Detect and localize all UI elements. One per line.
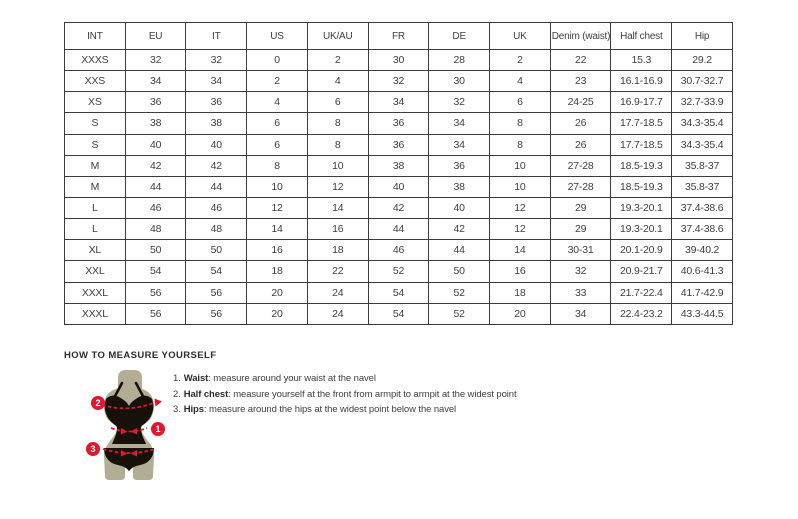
- size-table-cell: 42: [429, 219, 490, 240]
- size-column-header: EU: [125, 23, 186, 50]
- size-table-cell: S: [65, 134, 126, 155]
- size-table-cell: 24: [307, 303, 368, 324]
- size-table-cell: 56: [125, 303, 186, 324]
- size-table-cell: 52: [429, 303, 490, 324]
- size-table-cell: 44: [125, 176, 186, 197]
- size-table-cell: 10: [490, 176, 551, 197]
- size-table-cell: 16.9-17.7: [611, 92, 672, 113]
- size-table-cell: 20: [490, 303, 551, 324]
- size-table-cell: 42: [186, 155, 247, 176]
- size-table-cell: 48: [186, 219, 247, 240]
- size-table-cell: 44: [186, 176, 247, 197]
- size-table-cell: 24: [307, 282, 368, 303]
- hips-marker-label: 3: [90, 444, 96, 455]
- size-table-row: [65, 113, 733, 134]
- size-table-cell: XXXL: [65, 282, 126, 303]
- size-table-cell: 10: [490, 155, 551, 176]
- size-table-cell: 50: [125, 240, 186, 261]
- size-table-cell: 29.2: [672, 50, 733, 71]
- size-table-cell: 52: [368, 261, 429, 282]
- size-table-cell: 37.4-38.6: [672, 219, 733, 240]
- size-table-cell: 15.3: [611, 50, 672, 71]
- size-table-cell: 34.3-35.4: [672, 113, 733, 134]
- size-table-cell: 34: [368, 92, 429, 113]
- size-table-cell: 52: [429, 282, 490, 303]
- size-column-header: Half chest: [611, 23, 672, 50]
- size-table-cell: 26: [550, 134, 611, 155]
- size-table-row: [65, 240, 733, 261]
- size-table-cell: 38: [186, 113, 247, 134]
- size-table-cell: 38: [368, 155, 429, 176]
- size-table-cell: 21.7-22.4: [611, 282, 672, 303]
- size-table-cell: 30: [368, 50, 429, 71]
- size-table-cell: 20: [247, 282, 308, 303]
- chest-marker-label: 2: [95, 398, 101, 409]
- size-table-cell: 16: [247, 240, 308, 261]
- size-table-cell: 12: [490, 219, 551, 240]
- size-table-cell: S: [65, 113, 126, 134]
- size-table-cell: 38: [429, 176, 490, 197]
- size-table-cell: 32: [125, 50, 186, 71]
- size-table-row: [65, 71, 733, 92]
- size-table-cell: 54: [368, 282, 429, 303]
- size-table-cell: XXL: [65, 261, 126, 282]
- step-text: : measure around the hips at the widest point below the navel: [203, 404, 457, 415]
- size-table-cell: 36: [429, 155, 490, 176]
- mannequin-illustration: [84, 368, 168, 484]
- size-table-cell: 40.6-41.3: [672, 261, 733, 282]
- measure-guide-title: HOW TO MEASURE YOURSELF: [64, 350, 217, 361]
- size-table-cell: 27-28: [550, 176, 611, 197]
- size-table-row: [65, 50, 733, 71]
- size-table-cell: 40: [368, 176, 429, 197]
- size-table-cell: 4: [490, 71, 551, 92]
- size-table-cell: 18.5-19.3: [611, 155, 672, 176]
- size-table-cell: 56: [186, 282, 247, 303]
- step-text: : measure around your waist at the navel: [208, 373, 376, 384]
- size-table-cell: 23: [550, 71, 611, 92]
- size-table: [64, 22, 733, 325]
- size-table-cell: 20.1-20.9: [611, 240, 672, 261]
- size-table-cell: 20.9-21.7: [611, 261, 672, 282]
- size-table-cell: 12: [247, 197, 308, 218]
- size-table-cell: 46: [368, 240, 429, 261]
- size-table-cell: 2: [307, 50, 368, 71]
- size-table-cell: 32: [186, 50, 247, 71]
- size-table-header-row: [65, 23, 733, 50]
- size-table-cell: 8: [490, 134, 551, 155]
- size-table-cell: XXS: [65, 71, 126, 92]
- size-table-cell: 22: [307, 261, 368, 282]
- size-table-cell: 44: [429, 240, 490, 261]
- size-table-cell: 32: [550, 261, 611, 282]
- size-table-cell: 12: [490, 197, 551, 218]
- size-column-header: UK/AU: [307, 23, 368, 50]
- measure-steps-list: [173, 371, 517, 418]
- size-table-cell: 54: [368, 303, 429, 324]
- size-column-header: Denim (waist): [550, 23, 611, 50]
- size-table-cell: 16.1-16.9: [611, 71, 672, 92]
- size-table-cell: 19.3-20.1: [611, 219, 672, 240]
- size-column-header: US: [247, 23, 308, 50]
- size-table-cell: 2: [490, 50, 551, 71]
- size-table-cell: 40: [125, 134, 186, 155]
- size-table-cell: 8: [307, 134, 368, 155]
- measure-step-hips: [173, 402, 517, 418]
- size-table-cell: M: [65, 176, 126, 197]
- size-table-cell: 10: [307, 155, 368, 176]
- size-table-cell: 14: [307, 197, 368, 218]
- size-table-cell: 34: [429, 113, 490, 134]
- size-table-cell: 42: [368, 197, 429, 218]
- size-table-cell: 26: [550, 113, 611, 134]
- size-table-cell: L: [65, 197, 126, 218]
- size-table-cell: 32.7-33.9: [672, 92, 733, 113]
- size-table-cell: 18: [247, 261, 308, 282]
- size-column-header: IT: [186, 23, 247, 50]
- size-table-row: [65, 176, 733, 197]
- step-text: : measure yourself at the front from armpit to armpit at the widest point: [228, 388, 517, 400]
- size-table-row: [65, 261, 733, 282]
- size-table-cell: 18: [307, 240, 368, 261]
- size-table-row: [65, 282, 733, 303]
- size-table-row: [65, 303, 733, 324]
- size-table-row: [65, 219, 733, 240]
- size-table-cell: L: [65, 219, 126, 240]
- size-table-cell: 6: [307, 92, 368, 113]
- size-table-cell: 14: [490, 240, 551, 261]
- size-table-cell: 39-40.2: [672, 240, 733, 261]
- size-column-header: DE: [429, 23, 490, 50]
- size-table-cell: 8: [247, 155, 308, 176]
- size-table-cell: 29: [550, 197, 611, 218]
- size-table-row: [65, 155, 733, 176]
- size-table-cell: 32: [429, 92, 490, 113]
- size-table-cell: 10: [247, 176, 308, 197]
- step-term: Waist: [183, 373, 209, 384]
- size-table-cell: 6: [247, 134, 308, 155]
- size-table-cell: 36: [368, 134, 429, 155]
- measure-step-half-chest: [173, 387, 517, 403]
- size-table-cell: 14: [247, 219, 308, 240]
- waist-marker-label: 1: [155, 424, 161, 435]
- size-table-cell: 46: [125, 197, 186, 218]
- size-table-cell: 34.3-35.4: [672, 134, 733, 155]
- measure-step-waist: [173, 371, 517, 387]
- size-table-cell: 22.4-23.2: [611, 303, 672, 324]
- size-table-cell: 36: [368, 113, 429, 134]
- size-table-row: [65, 197, 733, 218]
- size-table-cell: XXXL: [65, 303, 126, 324]
- size-table-cell: 34: [186, 71, 247, 92]
- step-term: Half chest: [183, 388, 229, 400]
- size-table-cell: 41.7-42.9: [672, 282, 733, 303]
- step-number: 3.: [173, 404, 181, 415]
- size-table-cell: 29: [550, 219, 611, 240]
- size-table-body: [65, 50, 733, 325]
- size-table-cell: 50: [186, 240, 247, 261]
- size-table-cell: 0: [247, 50, 308, 71]
- size-table-cell: 56: [186, 303, 247, 324]
- size-table-cell: 33: [550, 282, 611, 303]
- size-table-cell: 56: [125, 282, 186, 303]
- size-column-header: UK: [490, 23, 551, 50]
- mannequin-figure: [84, 368, 168, 484]
- size-table-cell: 28: [429, 50, 490, 71]
- size-table-row: [65, 134, 733, 155]
- size-table-cell: 16: [490, 261, 551, 282]
- size-column-header: INT: [65, 23, 126, 50]
- size-table-cell: 30-31: [550, 240, 611, 261]
- size-table-cell: 19.3-20.1: [611, 197, 672, 218]
- size-table-cell: 18.5-19.3: [611, 176, 672, 197]
- size-table-cell: 38: [125, 113, 186, 134]
- size-table-cell: 37.4-38.6: [672, 197, 733, 218]
- size-table-cell: 34: [429, 134, 490, 155]
- size-table-cell: 30.7-32.7: [672, 71, 733, 92]
- size-table-cell: XS: [65, 92, 126, 113]
- size-table-cell: 42: [125, 155, 186, 176]
- size-column-header: Hip: [672, 23, 733, 50]
- size-table-cell: 54: [186, 261, 247, 282]
- size-table-row: [65, 92, 733, 113]
- size-table-cell: 8: [307, 113, 368, 134]
- size-table-cell: 27-28: [550, 155, 611, 176]
- size-table-cell: 32: [368, 71, 429, 92]
- size-table-cell: 40: [429, 197, 490, 218]
- size-table-cell: 46: [186, 197, 247, 218]
- size-table-cell: 20: [247, 303, 308, 324]
- step-number: 1.: [173, 373, 181, 384]
- size-table-cell: 18: [490, 282, 551, 303]
- size-table-cell: 36: [125, 92, 186, 113]
- size-table-cell: 48: [125, 219, 186, 240]
- size-table-cell: 34: [550, 303, 611, 324]
- size-table-cell: 2: [247, 71, 308, 92]
- size-table-cell: 40: [186, 134, 247, 155]
- size-table-cell: 12: [307, 176, 368, 197]
- step-number: 2.: [173, 388, 181, 400]
- size-table-cell: XL: [65, 240, 126, 261]
- size-table-cell: M: [65, 155, 126, 176]
- size-table-cell: 35.8-37: [672, 155, 733, 176]
- size-table-cell: 6: [247, 113, 308, 134]
- size-table-cell: 17.7-18.5: [611, 134, 672, 155]
- size-table-cell: 4: [307, 71, 368, 92]
- step-term: Hips: [183, 404, 204, 415]
- size-table-cell: 44: [368, 219, 429, 240]
- size-table-cell: 35.8-37: [672, 176, 733, 197]
- size-column-header: FR: [368, 23, 429, 50]
- size-table-cell: 17.7-18.5: [611, 113, 672, 134]
- chest-arrow-right: [155, 399, 163, 407]
- size-table-cell: 16: [307, 219, 368, 240]
- size-table-cell: 36: [186, 92, 247, 113]
- size-table-cell: 50: [429, 261, 490, 282]
- size-table-cell: 6: [490, 92, 551, 113]
- size-table-cell: 54: [125, 261, 186, 282]
- size-table-cell: XXXS: [65, 50, 126, 71]
- size-table-cell: 24-25: [550, 92, 611, 113]
- size-table-cell: 43.3-44.5: [672, 303, 733, 324]
- size-table-cell: 30: [429, 71, 490, 92]
- size-table-cell: 4: [247, 92, 308, 113]
- size-table-cell: 34: [125, 71, 186, 92]
- size-table-cell: 22: [550, 50, 611, 71]
- size-table-cell: 8: [490, 113, 551, 134]
- size-table-head: [65, 23, 733, 50]
